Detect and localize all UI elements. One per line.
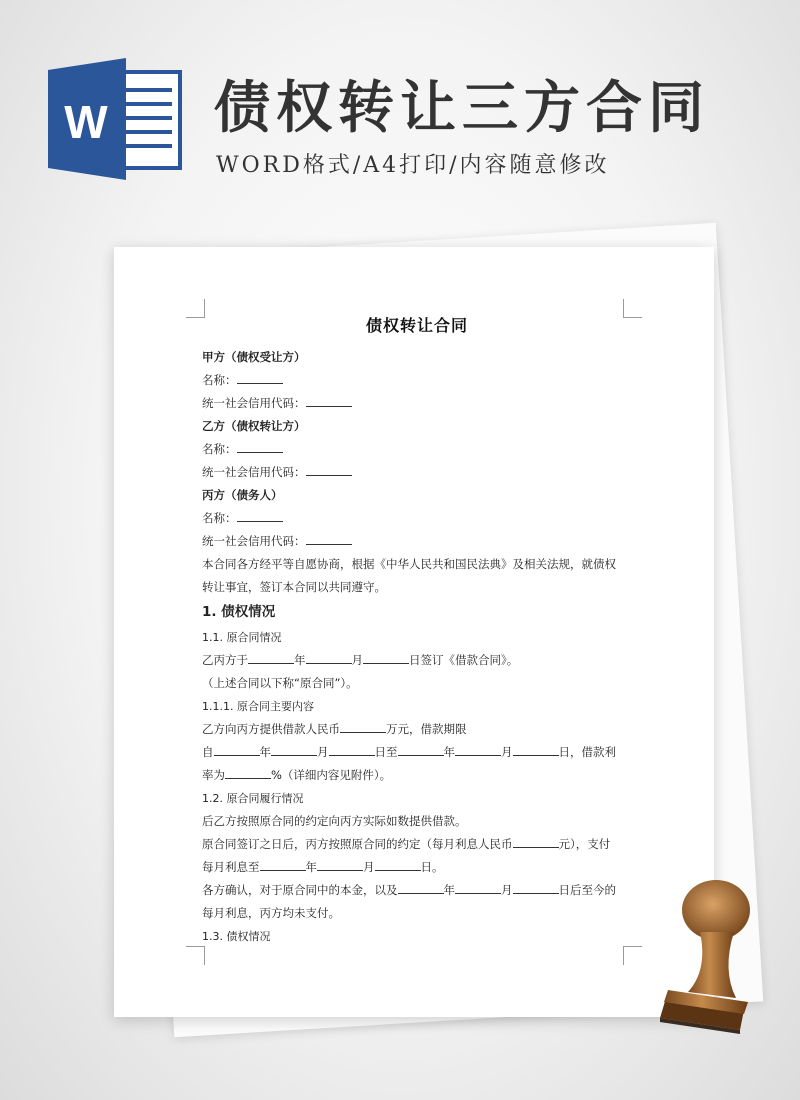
subsection-heading: 1.2. 原合同履行情况 (202, 792, 304, 805)
fill-blank[interactable] (306, 532, 352, 545)
text: 年 (443, 883, 455, 897)
fill-blank[interactable] (513, 881, 559, 894)
text: 日至 (374, 745, 398, 759)
label: 名称： (202, 442, 237, 456)
fill-blank[interactable] (225, 766, 271, 779)
fill-blank[interactable] (237, 509, 283, 522)
party-b-name-row (202, 438, 632, 461)
party-a-code-row (202, 392, 632, 415)
text: 率为 (202, 768, 225, 782)
header-subtitle: WORD格式/A4打印/内容随意修改 (216, 153, 610, 178)
party-b-heading: 乙方（债权转让方） (202, 419, 306, 433)
text: 日签订《借款合同》。 (409, 653, 519, 667)
fill-blank[interactable] (329, 743, 375, 756)
fill-blank[interactable] (248, 651, 294, 664)
text: 万元，借款期限 (386, 722, 467, 736)
fill-blank[interactable] (214, 743, 260, 756)
fill-blank[interactable] (306, 651, 352, 664)
text: 年 (305, 860, 317, 874)
fill-blank[interactable] (398, 881, 444, 894)
text: 每月利息至 (202, 860, 260, 874)
text: 月 (501, 745, 513, 759)
crop-mark-bottom-left (186, 946, 205, 965)
text: 年 (443, 745, 455, 759)
fill-blank[interactable] (375, 858, 421, 871)
subsection-heading: 1.3. 债权情况 (202, 930, 271, 943)
label: 统一社会信用代码： (202, 534, 306, 548)
paragraph-line (202, 741, 632, 764)
label: 名称： (202, 511, 237, 525)
paragraph-line: （上述合同以下称“原合同”）。 (202, 676, 358, 690)
section-heading: 1. 债权情况 (202, 604, 276, 620)
paragraph-line (202, 856, 632, 879)
fill-blank[interactable] (513, 835, 559, 848)
fill-blank[interactable] (513, 743, 559, 756)
subsection-heading: 1.1.1. 原合同主要内容 (202, 700, 314, 713)
fill-blank[interactable] (363, 651, 409, 664)
text: 日，借款利 (558, 745, 616, 759)
party-c-code-row (202, 530, 632, 553)
fill-blank[interactable] (398, 743, 444, 756)
crop-mark-bottom-right (623, 946, 642, 965)
text: 各方确认，对于原合同中的本金，以及 (202, 883, 398, 897)
text: 年 (294, 653, 306, 667)
fill-blank[interactable] (455, 743, 501, 756)
paragraph-line (202, 649, 632, 672)
fill-blank[interactable] (237, 440, 283, 453)
text: 月 (363, 860, 375, 874)
text: 月 (501, 883, 513, 897)
intro-paragraph-line: 转让事宜，签订本合同以共同遵守。 (202, 580, 386, 594)
word-logo-letter: W (64, 96, 108, 148)
paragraph-line (202, 764, 632, 787)
fill-blank[interactable] (306, 463, 352, 476)
header-title: 债权转让三方合同 (214, 76, 710, 141)
document-page (114, 247, 714, 1017)
text: 原合同签订之日后，丙方按照原合同的约定（每月利息人民币 (202, 837, 513, 851)
text: 乙丙方于 (202, 653, 248, 667)
fill-blank[interactable] (306, 394, 352, 407)
paragraph-line (202, 833, 632, 856)
label: 名称： (202, 373, 237, 387)
paragraph-line: 每月利息，丙方均未支付。 (202, 906, 340, 920)
text: 年 (259, 745, 271, 759)
text: 乙方向丙方提供借款人民币 (202, 722, 340, 736)
fill-blank[interactable] (455, 881, 501, 894)
label: 统一社会信用代码： (202, 396, 306, 410)
paragraph-line (202, 879, 632, 902)
fill-blank[interactable] (260, 858, 306, 871)
word-logo-icon (48, 58, 184, 180)
paragraph-line (202, 718, 632, 741)
text: 日。 (420, 860, 444, 874)
text: 日后至今的 (558, 883, 616, 897)
text: 元），支付 (558, 837, 611, 851)
document-body (202, 313, 632, 948)
paragraph-line: 后乙方按照原合同的约定向丙方实际如数提供借款。 (202, 814, 467, 828)
party-b-code-row (202, 461, 632, 484)
fill-blank[interactable] (237, 371, 283, 384)
fill-blank[interactable] (317, 858, 363, 871)
fill-blank[interactable] (340, 720, 386, 733)
text: 月 (351, 653, 363, 667)
subsection-heading: 1.1. 原合同情况 (202, 631, 282, 644)
party-c-heading: 丙方（债务人） (202, 488, 283, 502)
wooden-stamp-icon (648, 870, 768, 1040)
party-c-name-row (202, 507, 632, 530)
party-a-name-row (202, 369, 632, 392)
document-title: 债权转让合同 (365, 316, 468, 335)
text: 自 (202, 745, 214, 759)
fill-blank[interactable] (271, 743, 317, 756)
text: %（详细内容见附件）。 (271, 768, 392, 782)
party-a-heading: 甲方（债权受让方） (202, 350, 306, 364)
intro-paragraph-line: 本合同各方经平等自愿协商，根据《中华人民共和国民法典》及相关法规，就债权 (202, 557, 616, 571)
label: 统一社会信用代码： (202, 465, 306, 479)
text: 月 (317, 745, 329, 759)
